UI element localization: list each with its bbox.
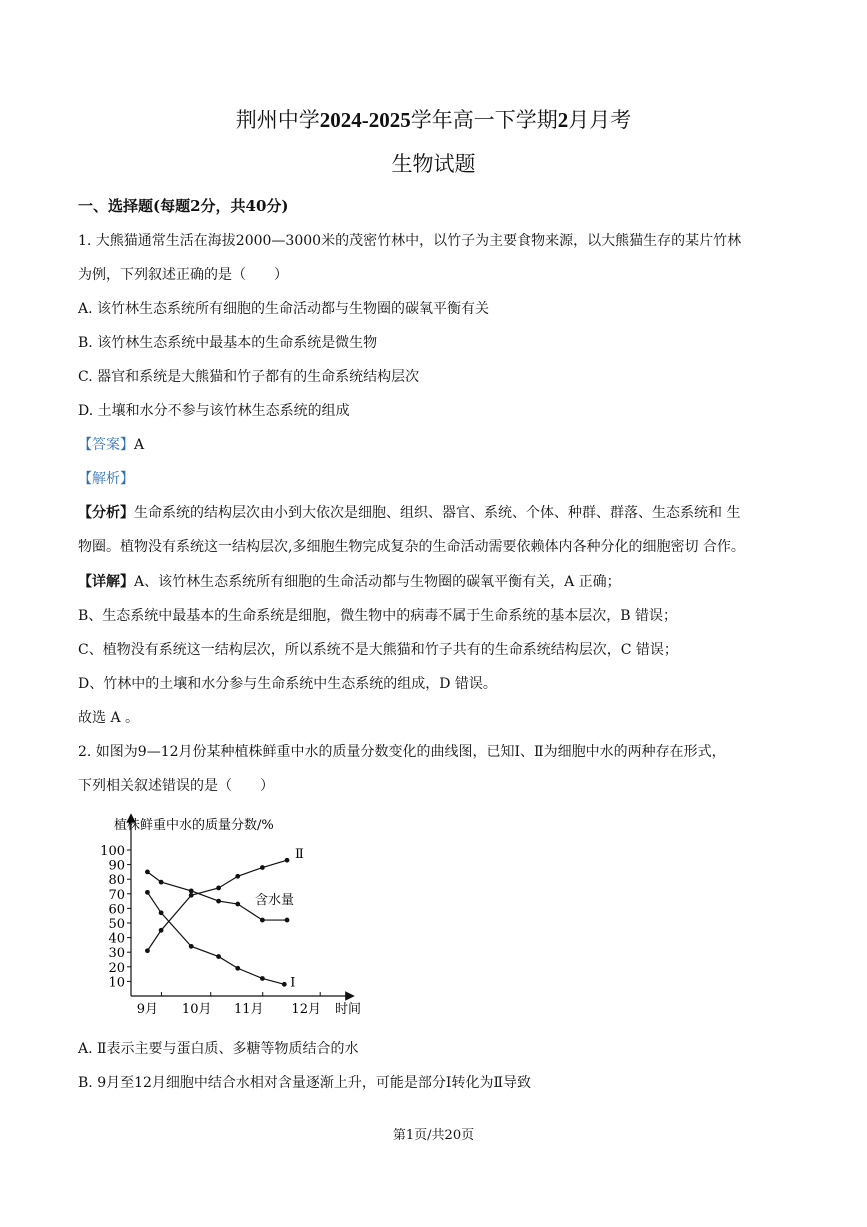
q1-option-d: D. 土壤和水分不参与该竹林生态系统的组成 xyxy=(78,403,350,419)
page-title xyxy=(0,106,867,134)
y-tick-label: 90 xyxy=(108,858,125,874)
chart-series xyxy=(145,847,304,990)
q2-option-b: B. 9月至12月细胞中结合水相对含量逐渐上升，可能是部分Ⅰ转化为Ⅱ导致 xyxy=(78,1075,531,1091)
series-label: 含水量 xyxy=(255,893,295,909)
y-tick-label: 60 xyxy=(108,902,125,918)
q2-stem-line-1: 2. 如图为9—12月份某种植株鲜重中水的质量分数变化的曲线图，已知Ⅰ、Ⅱ为细胞中水的两种存在形式， xyxy=(78,744,726,760)
y-tick-label: 40 xyxy=(108,931,125,947)
section-heading: 一、选择题(每题2分，共40分) xyxy=(78,197,289,215)
series-label: Ⅱ xyxy=(295,847,304,863)
series-label: Ⅰ xyxy=(290,975,296,991)
series-point xyxy=(216,954,221,959)
page-subtitle: 生物试题 xyxy=(391,152,476,176)
x-axis-label: 时间 xyxy=(335,1002,362,1017)
series-point xyxy=(159,880,164,885)
chart-ticks xyxy=(100,844,361,1017)
detail-line-4: D、竹林中的土壤和水分参与生命系统中生态系统的组成，D 错误。 xyxy=(78,676,497,692)
fenxi-tag: 【分析】 xyxy=(78,505,134,521)
x-tick-label: 9月 xyxy=(136,1002,159,1017)
analysis-tag: 【解析】 xyxy=(78,471,134,487)
series-point xyxy=(189,944,194,949)
series-point xyxy=(235,874,240,879)
series-point xyxy=(282,982,287,987)
fenxi-line-2: 物圈。植物没有系统这一结构层次,多细胞生物完成复杂的生命活动需要依赖体内各种分化的细胞密切 合作。 xyxy=(78,539,745,555)
q2-option-a: A. Ⅱ表示主要与蛋白质、多糖等物质结合的水 xyxy=(78,1041,359,1057)
y-tick-label: 30 xyxy=(108,946,125,962)
series-point xyxy=(159,910,164,915)
series-point xyxy=(145,890,150,895)
x-tick-label: 10月 xyxy=(181,1002,212,1017)
detail-line-3: C、植物没有系统这一结构层次，所以系统不是大熊猫和竹子共有的生命系统结构层次，C 错误； xyxy=(78,642,678,658)
q1-answer xyxy=(78,435,144,455)
series-point xyxy=(285,918,290,923)
series-point xyxy=(235,902,240,907)
y-tick-label: 100 xyxy=(100,844,125,859)
q1-option-a: A. 该竹林生态系统所有细胞的生命活动都与生物圈的碳氧平衡有关 xyxy=(78,301,490,317)
page-title-text: 荆州中学2024-2025学年高一下学期2月月考 xyxy=(235,108,632,132)
detail-line-2: B、生态系统中最基本的生命系统是细胞，微生物中的病毒不属于生命系统的基本层次，B 错误； xyxy=(78,608,678,624)
page-footer: 第1页/共20页 xyxy=(392,1128,475,1143)
x-tick-label: 11月 xyxy=(233,1002,264,1017)
q1-option-b: B. 该竹林生态系统中最基本的生命系统是微生物 xyxy=(78,335,378,351)
y-tick-label: 80 xyxy=(108,873,125,889)
series-point xyxy=(285,858,290,863)
series-point xyxy=(159,928,164,933)
q1-stem-line-1: 1. 大熊猫通常生活在海拔2000—3000米的茂密竹林中，以竹子为主要食物来源，以大熊猫生存的某片竹林 xyxy=(78,233,742,249)
series-point xyxy=(189,893,194,898)
series-point xyxy=(235,966,240,971)
fenxi-line-1: 【分析】生命系统的结构层次由小到大依次是细胞、组织、器官、系统、个体、种群、群落、生态系统和 生 xyxy=(78,505,741,521)
detail-tag: 【详解】 xyxy=(78,574,134,590)
y-tick-label: 50 xyxy=(108,917,125,932)
q1-conclusion: 故选 A 。 xyxy=(78,710,140,726)
series-point xyxy=(189,888,194,893)
series-point xyxy=(260,918,265,923)
q1-option-c: C. 器官和系统是大熊猫和竹子都有的生命系统结构层次 xyxy=(78,369,420,385)
water-content-chart xyxy=(78,812,378,1032)
series-point xyxy=(260,976,265,981)
y-tick-label: 70 xyxy=(108,887,125,903)
q1-stem-line-2: 为例，下列叙述正确的是（ ） xyxy=(78,267,288,283)
answer-value: A xyxy=(134,437,145,453)
y-tick-label: 10 xyxy=(108,975,125,991)
q2-stem-line-2: 下列相关叙述错误的是（ ） xyxy=(78,778,274,794)
series-point xyxy=(216,886,221,891)
series-point xyxy=(145,948,150,953)
series-point xyxy=(145,870,150,875)
x-tick-label: 12月 xyxy=(291,1002,321,1017)
detail-line-1: 【详解】A、该竹林生态系统所有细胞的生命活动都与生物圈的碳氧平衡有关，A 正确； xyxy=(78,574,621,590)
series-point xyxy=(260,865,265,870)
y-axis-label: 植株鲜重中水的质量分数/% xyxy=(114,818,274,833)
series-point xyxy=(216,899,221,904)
y-tick-label: 20 xyxy=(108,960,125,976)
answer-tag: 【答案】 xyxy=(78,437,134,453)
